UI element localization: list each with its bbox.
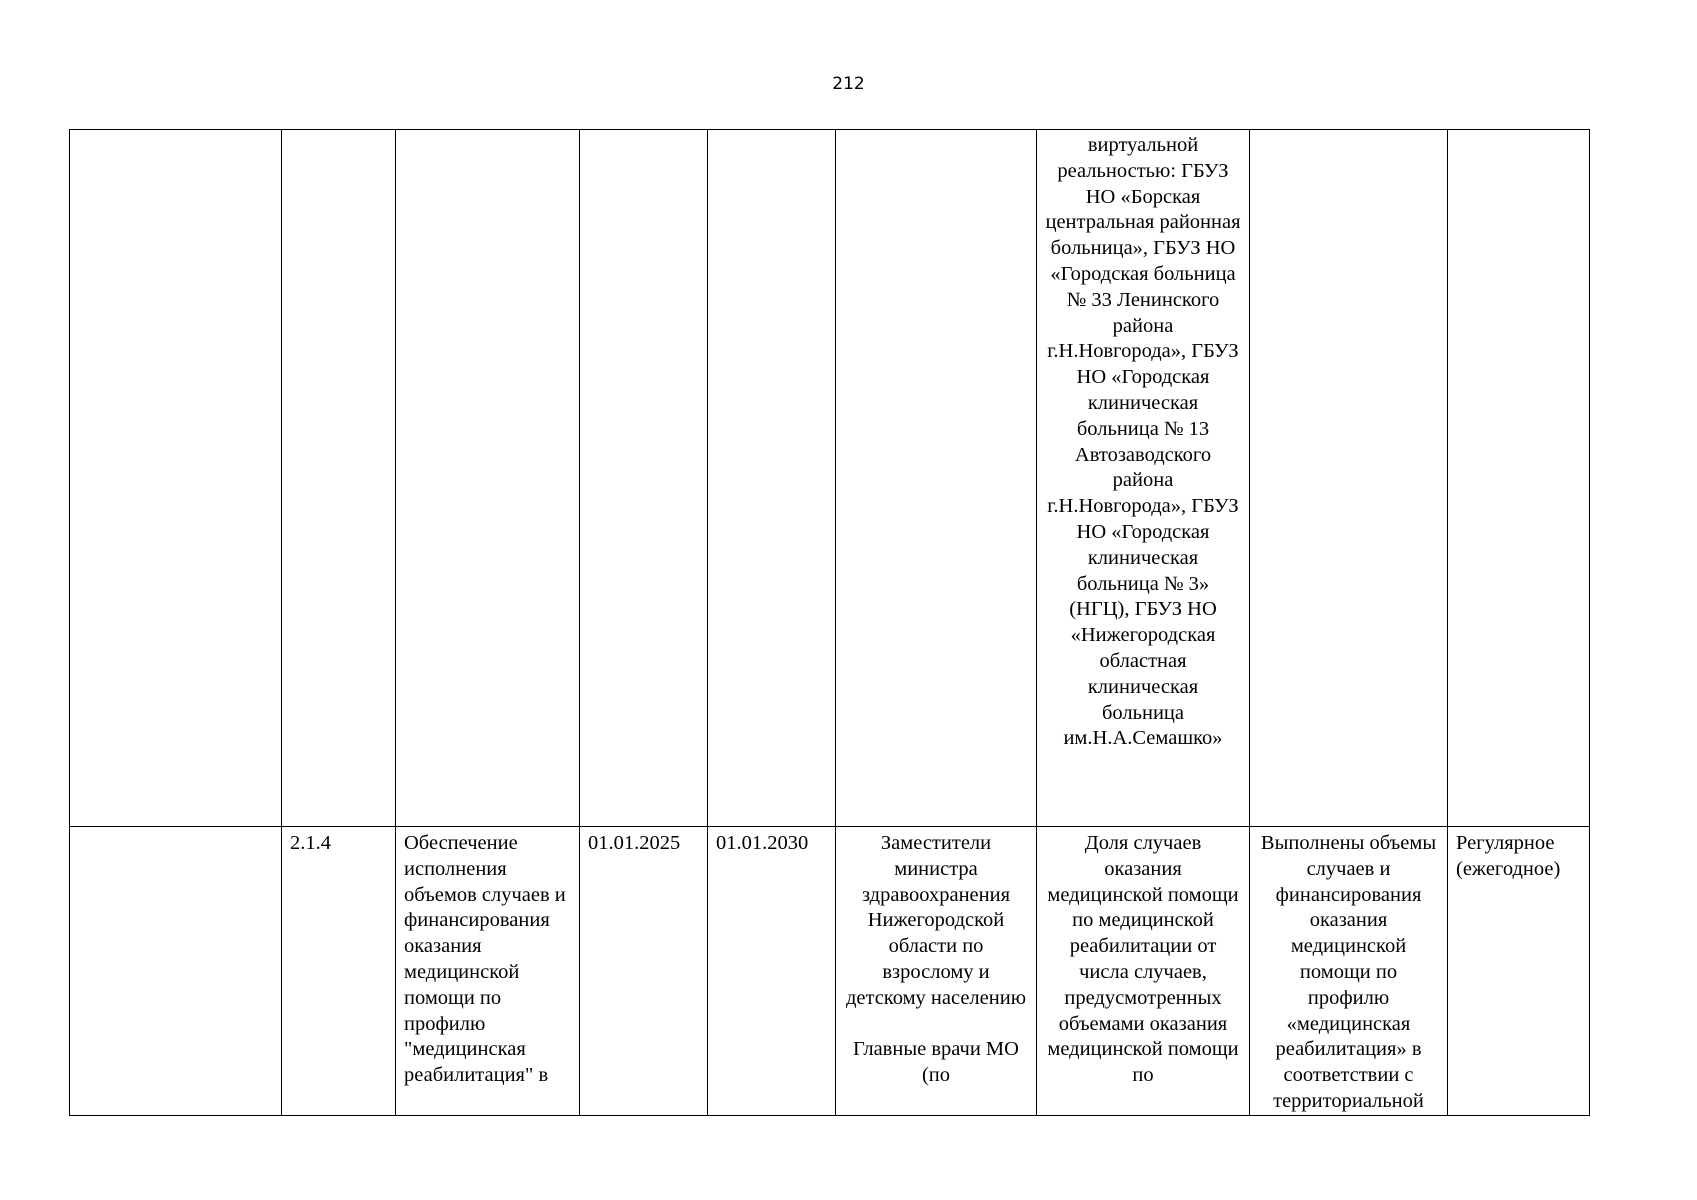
- cell-frequency: [1448, 130, 1590, 827]
- cell-goal: [70, 827, 282, 1116]
- table-row-2-1-4: [70, 827, 1590, 1116]
- cell-end-date: 01.01.2030: [708, 827, 836, 1116]
- cell-frequency: Регулярное (ежегодное): [1448, 827, 1590, 1116]
- table-row-continuation: [70, 130, 1590, 827]
- cell-indicator: виртуальной реальностью: ГБУЗ НО «Борская центральная районная больница», ГБУЗ НО «Городская больница № 33 Ленинского района г.Н.Новгорода», ГБУЗ НО «Городская клиническая больница № 13 Автозаводского района г.Н.Новгорода», ГБУЗ НО «Городская клиническая больница № 3» (НГЦ), ГБУЗ НО «Нижегородская областная клиническая больница им.Н.А.Семашко»: [1037, 130, 1250, 827]
- cell-indicator: Доля случаев оказания медицинской помощи по медицинской реабилитации от числа случаев, предусмотренных объемами оказания медицинской помощи по: [1037, 827, 1250, 1116]
- page-number: 212: [832, 74, 865, 94]
- cell-start-date: [580, 130, 708, 827]
- cell-start-date: 01.01.2025: [580, 827, 708, 1116]
- cell-number: 2.1.4: [282, 827, 396, 1116]
- cell-number: [282, 130, 396, 827]
- cell-responsible: [836, 130, 1037, 827]
- cell-action: [396, 130, 580, 827]
- plan-table: [69, 129, 1590, 1116]
- cell-responsible: Заместители министра здравоохранения Нижегородской области по взрослому и детскому населению Главные врачи МО (по: [836, 827, 1037, 1116]
- cell-goal: [70, 130, 282, 827]
- cell-result: [1250, 130, 1448, 827]
- cell-result: Выполнены объемы случаев и финансирования оказания медицинской помощи по профилю «медицинская реабилитация» в соответствии с территориальной: [1250, 827, 1448, 1116]
- cell-end-date: [708, 130, 836, 827]
- cell-action: Обеспечение исполнения объемов случаев и финансирования оказания медицинской помощи по профилю "медицинская реабилитация" в: [396, 827, 580, 1116]
